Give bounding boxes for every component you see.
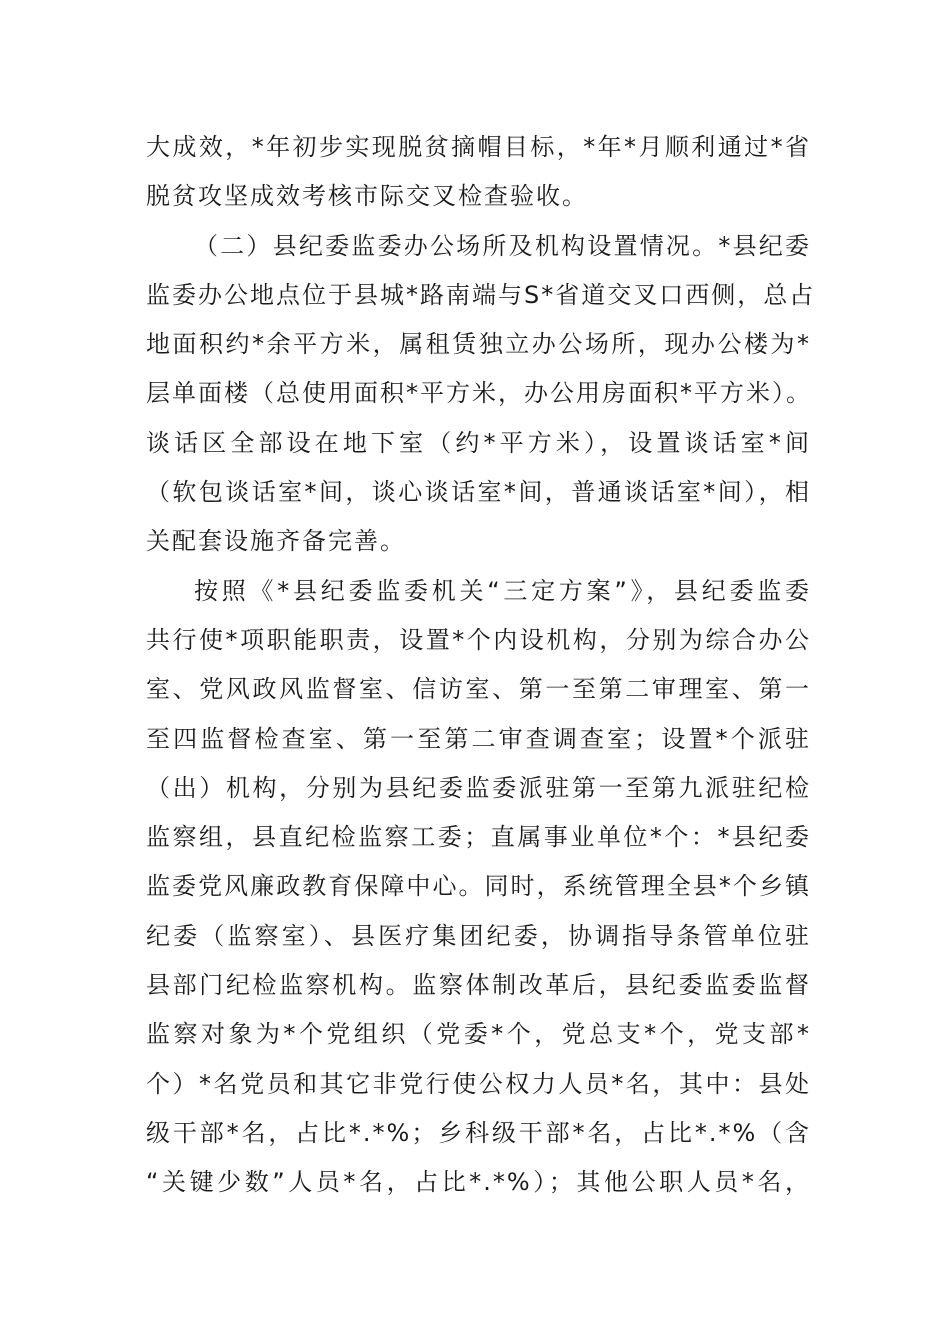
text-line: 脱贫攻坚成效考核市际交叉检查验收。 bbox=[146, 182, 588, 211]
text-line: （出）机构，分别为县纪委监委派驻第一至第九派驻纪检 bbox=[146, 773, 811, 802]
text-line: 大成效，*年初步实现脱贫摘帽目标，*年*月顺利通过*省 bbox=[146, 133, 811, 161]
text-line: 谈话区全部设在地下室（约*平方米），设置谈话室*间 bbox=[146, 428, 811, 457]
text-line: “关键少数”人员*名，占比*.*%）；其他公职人员*名， bbox=[146, 1168, 811, 1197]
section-heading-line: （二）县纪委监委办公场所及机构设置情况。*县纪委 bbox=[194, 231, 811, 260]
text-line: 至四监督检查室、第一至第二审查调查室；设置*个派驻 bbox=[146, 724, 811, 753]
text-line: 级干部*名，占比*.*%；乡科级干部*名，占比*.*%（含 bbox=[146, 1118, 811, 1147]
text-line: 监委党风廉政教育保障中心。同时，系统管理全县*个乡镇 bbox=[146, 872, 811, 901]
text-line: 监察对象为*个党组织（党委*个，党总支*个，党支部* bbox=[146, 1020, 811, 1049]
text-line: 共行使*项职能职责，设置*个内设机构，分别为综合办公 bbox=[146, 625, 811, 654]
paragraph-start-line: 按照《*县纪委监委机关“三定方案”》，县纪委监委 bbox=[194, 576, 811, 605]
text-line: 层单面楼（总使用面积*平方米，办公用房面积*平方米）。 bbox=[146, 379, 812, 408]
text-line: 纪委（监察室）、县医疗集团纪委，协调指导条管单位驻 bbox=[146, 921, 811, 950]
text-line: 县部门纪检监察机构。监察体制改革后，县纪委监委监督 bbox=[146, 971, 811, 1000]
text-line: 监委办公地点位于县城*路南端与S*省道交叉口西侧，总占 bbox=[146, 280, 816, 309]
text-line: 个）*名党员和其它非党行使公权力人员*名，其中：县处 bbox=[146, 1069, 811, 1098]
text-line: 室、党风政风监督室、信访室、第一至第二审理室、第一 bbox=[146, 675, 811, 704]
text-line: 关配套设施齐备完善。 bbox=[146, 527, 406, 556]
text-line: （软包谈话室*间，谈心谈话室*间，普通谈话室*间），相 bbox=[146, 478, 811, 507]
text-line: 监察组，县直纪检监察工委；直属事业单位*个：*县纪委 bbox=[146, 823, 811, 852]
text-line: 地面积约*余平方米，属租赁独立办公场所，现办公楼为* bbox=[146, 330, 811, 359]
body-text bbox=[146, 123, 816, 1208]
